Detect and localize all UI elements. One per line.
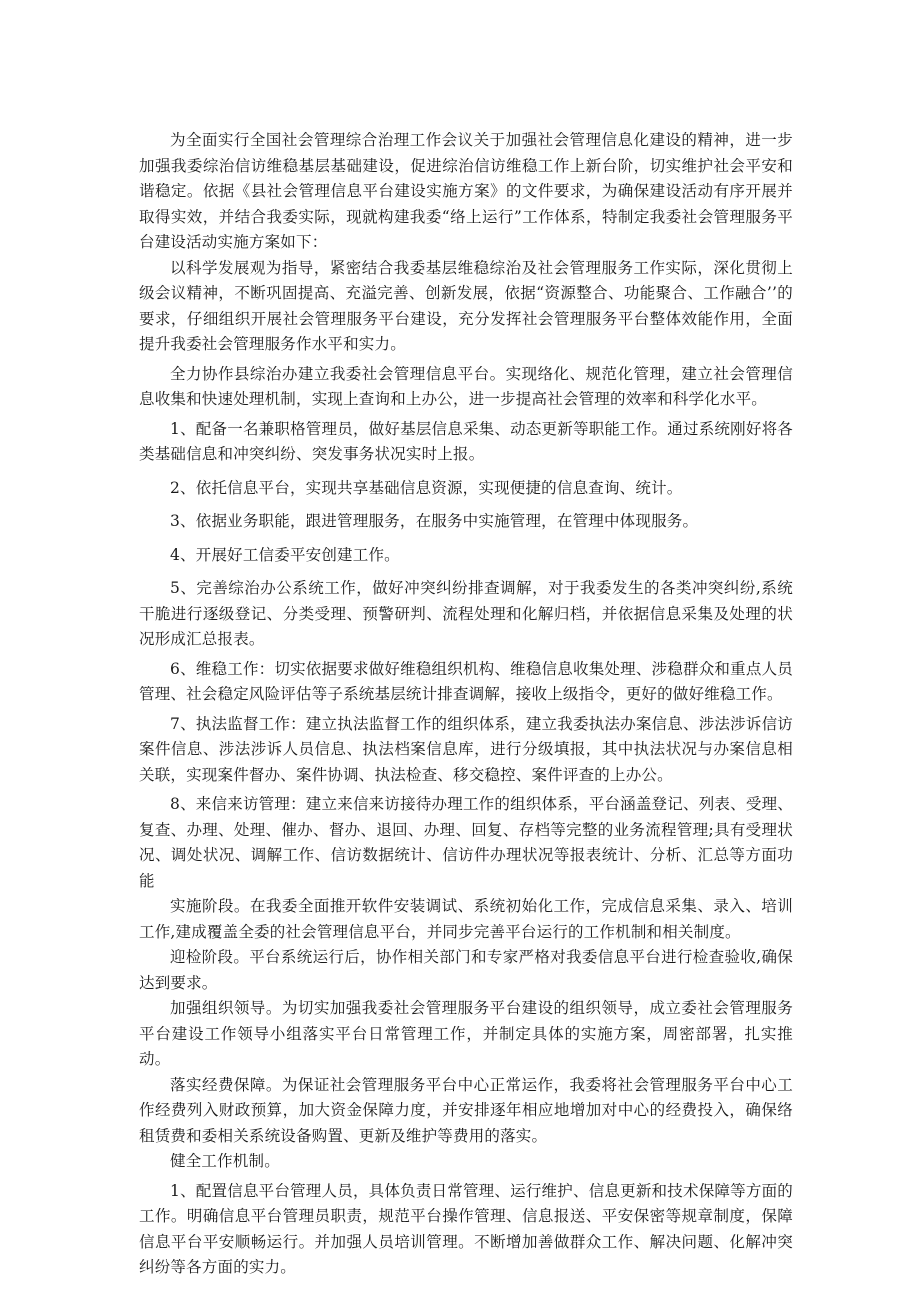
paragraph-implementation-stage: 实施阶段。在我委全面推开软件安装调试、系统初始化工作，完成信息采集、录入、培训工作,建成覆盖全委的社会管理信息平台，并同步完善平台运行的工作机制和相关制度。 [139,897,793,941]
paragraph-guiding-ideology: 以科学发展观为指导，紧密结合我委基层维稳综治及社会管理服务工作实际，深化贯彻上级会议精神，不断巩固提高、充溢完善、创新发展，依据“资源整合、功能聚合、工作融合’’的要求，仔细组织开展社会管理服务平台建设，充分发挥社会管理服务平台整体效能作用，全面提升我委社会管理服务作水平和实力。 [139,258,793,353]
paragraph-item-6: 6、维稳工作：切实依据要求做好维稳组织机构、维稳信息收集处理、涉稳群众和重点人员管理、社会稳定风险评估等子系统基层统计排查调解，接收上级指令，更好的做好维稳工作。 [139,659,793,703]
paragraph-goal: 全力协作县综治办建立我委社会管理信息平台。实现络化、规范化管理，建立社会管理信息收集和快速处理机制，实现上查询和上办公，进一步提高社会管理的效率和科学化水平。 [139,364,793,408]
paragraph-item-2: 2、依托信息平台，实现共享基础信息资源，实现便捷的信息查询、统计。 [170,478,683,497]
paragraph-intro: 为全面实行全国社会管理综合治理工作会议关于加强社会管理信息化建设的精神，进一步加强我委综治信访维稳基层基础建设，促进综治信访维稳工作上新台阶，切实维护社会平安和谐稳定。依据《县社会管理信息平台建设实施方案》的文件要求，为确保建设活动有序开展并取得实效，并结合我委实际，现就构建我委“络上运行”工作体系，特制定我委社会管理服务平台建设活动实施方案如下： [139,131,793,251]
paragraph-item-4: 4、开展好工信委平安创建工作。 [170,545,400,564]
paragraph-organization-leadership: 加强组织领导。为切实加强我委社会管理服务平台建设的组织领导，成立委社会管理服务平台建设工作领导小组落实平台日常管理工作，并制定具体的实施方案，周密部署，扎实推动。 [139,999,793,1068]
paragraph-item-7: 7、执法监督工作：建立执法监督工作的组织体系，建立我委执法办案信息、涉法涉诉信访案件信息、涉法涉诉人员信息、执法档案信息库，进行分级填报，其中执法状况与办案信息相关联，实现案件督办、案件协调、执法检查、移交稳控、案件评查的上办公。 [139,714,793,784]
paragraph-item-5: 5、完善综治办公系统工作，做好冲突纠纷排查调解，对于我委发生的各类冲突纠纷,系统干脆进行逐级登记、分类受理、预警研判、流程处理和化解归档，并依据信息采集及处理的状况形成汇总报表。 [139,579,793,648]
document-body [139,128,793,1281]
paragraph-mechanism-item-1: 1、配置信息平台管理人员，具体负责日常管理、运行维护、信息更新和技术保障等方面的工作。明确信息平台管理员职责，规范平台操作管理、信息报送、平安保密等规章制度，保障信息平台平安顺畅运行。并加强人员培训管理。不断增加善做群众工作、解决问题、化解冲突纠纷等各方面的实力。 [139,1181,793,1276]
paragraph-inspection-stage: 迎检阶段。平台系统运行后，协作相关部门和专家严格对我委信息平台进行检查验收,确保达到要求。 [139,948,793,992]
paragraph-item-1: 1、配备一名兼职格管理员，做好基层信息采集、动态更新等职能工作。通过系统刚好将各类基础信息和冲突纠纷、突发事务状况实时上报。 [139,419,793,463]
paragraph-item-3: 3、依据业务职能，跟进管理服务，在服务中实施管理，在管理中体现服务。 [170,512,699,530]
paragraph-item-8: 8、来信来访管理：建立来信来访接待办理工作的组织体系，平台涵盖登记、列表、受理、复查、办理、处理、催办、督办、退回、办理、回复、存档等完整的业务流程管理;具有受理状况、调处状况、调解工作、信访数据统计、信访件办理状况等报表统计、分析、汇总等方面功能 [139,795,793,890]
paragraph-funding-guarantee: 落实经费保障。为保证社会管理服务平台中心正常运作，我委将社会管理服务平台中心工作经费列入财政预算，加大资金保障力度，并安排逐年相应地增加对中心的经费投入，确保络租赁费和委相关系统设备购置、更新及维护等费用的落实。 [139,1075,793,1145]
paragraph-work-mechanism: 健全工作机制。 [170,1152,280,1170]
